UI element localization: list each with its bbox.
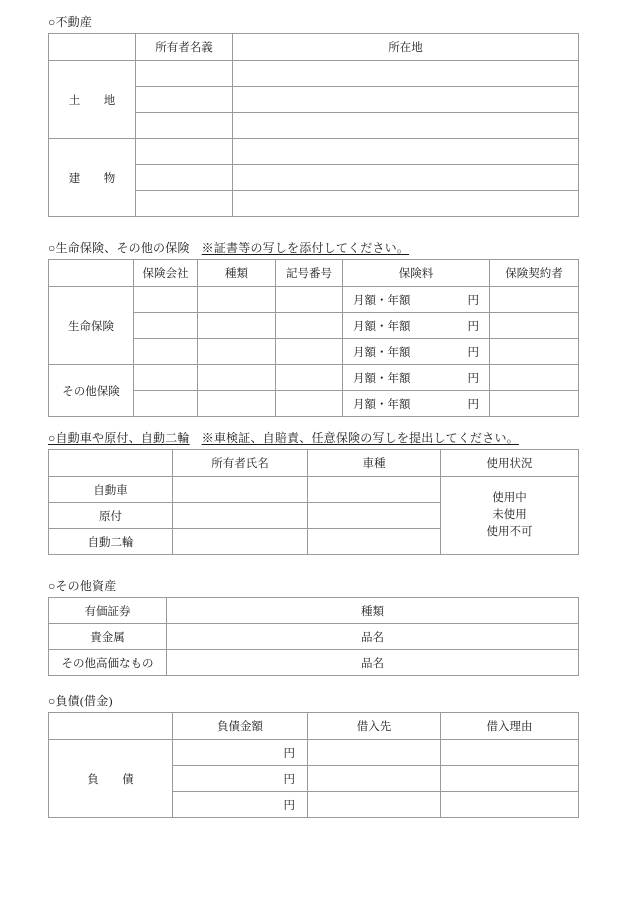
cell-policyholder-other-1[interactable] [490, 365, 579, 391]
table-row [49, 598, 579, 624]
premium-unit-label: 円 [467, 320, 479, 333]
header-usage-status: 使用状況 [441, 450, 579, 477]
header-blank [49, 713, 173, 740]
header-policy-number: 記号番号 [276, 260, 343, 287]
debt-unit-label: 円 [283, 799, 295, 812]
cell-reason-3[interactable] [441, 792, 579, 818]
cell-owner-land-1[interactable] [136, 61, 233, 87]
cell-reason-1[interactable] [441, 740, 579, 766]
vehicles-table [48, 449, 579, 555]
table-row [49, 650, 579, 676]
cell-premium-life-2[interactable] [343, 313, 490, 339]
section-other-assets [48, 578, 578, 676]
heading-text: ○負債(借金) [48, 694, 113, 708]
row-label-other-insurance: その他保険 [49, 365, 134, 417]
section-heading-other-assets [48, 578, 578, 594]
section-vehicles [48, 430, 578, 555]
row-label-motorcycle: 自動二輪 [49, 529, 173, 555]
cell-reason-2[interactable] [441, 766, 579, 792]
table-row [49, 477, 579, 503]
usage-option-not-used[interactable]: 未使用 [492, 509, 527, 521]
cell-owner-moped[interactable] [173, 503, 308, 529]
cell-location-building-3[interactable] [233, 191, 579, 217]
table-header-row [49, 260, 579, 287]
insurance-table [48, 259, 579, 417]
header-insurance-kind: 種類 [198, 260, 276, 287]
premium-unit-label: 円 [467, 372, 479, 385]
cell-model-car[interactable] [308, 477, 441, 503]
row-label-other-valuables: その他高価なもの [49, 650, 167, 676]
table-row [49, 365, 579, 391]
cell-debt-amount-3[interactable] [173, 792, 308, 818]
header-location: 所在地 [233, 34, 579, 61]
cell-owner-car[interactable] [173, 477, 308, 503]
cell-number-other-2[interactable] [276, 391, 343, 417]
heading-text: ○自動車や原付、自動二輪 [48, 431, 190, 445]
table-header-row [49, 34, 579, 61]
section-heading-vehicles [48, 430, 578, 446]
row-label-securities: 有価証券 [49, 598, 167, 624]
cell-debt-amount-1[interactable] [173, 740, 308, 766]
cell-kind-life-2[interactable] [198, 313, 276, 339]
cell-owner-building-3[interactable] [136, 191, 233, 217]
cell-location-land-1[interactable] [233, 61, 579, 87]
cell-lender-3[interactable] [308, 792, 441, 818]
cell-policyholder-life-1[interactable] [490, 287, 579, 313]
cell-number-life-2[interactable] [276, 313, 343, 339]
cell-number-life-3[interactable] [276, 339, 343, 365]
cell-kind-life-3[interactable] [198, 339, 276, 365]
cell-location-land-3[interactable] [233, 113, 579, 139]
premium-period-label: 月額・年額 [353, 398, 411, 411]
cell-other-valuables-name[interactable]: 品名 [167, 650, 579, 676]
premium-unit-label: 円 [467, 346, 479, 359]
cell-owner-land-3[interactable] [136, 113, 233, 139]
premium-unit-label: 円 [467, 294, 479, 307]
header-borrow-reason: 借入理由 [441, 713, 579, 740]
debt-unit-label: 円 [283, 747, 295, 760]
section-insurance [48, 240, 578, 417]
row-label-moped: 原付 [49, 503, 173, 529]
cell-kind-other-1[interactable] [198, 365, 276, 391]
cell-lender-1[interactable] [308, 740, 441, 766]
debt-unit-label: 円 [283, 773, 295, 786]
cell-premium-life-3[interactable] [343, 339, 490, 365]
header-vehicle-model: 車種 [308, 450, 441, 477]
table-row [49, 624, 579, 650]
row-label-precious-metals: 貴金属 [49, 624, 167, 650]
cell-location-building-2[interactable] [233, 165, 579, 191]
table-header-row [49, 713, 579, 740]
cell-owner-building-2[interactable] [136, 165, 233, 191]
cell-kind-other-2[interactable] [198, 391, 276, 417]
section-debt [48, 693, 578, 818]
header-vehicle-owner: 所有者氏名 [173, 450, 308, 477]
section-real-estate [48, 14, 578, 217]
heading-text: ○生命保険、その他の保険 [48, 241, 190, 255]
section-heading-real-estate [48, 14, 578, 30]
premium-period-label: 月額・年額 [353, 320, 411, 333]
premium-unit-label: 円 [467, 398, 479, 411]
cell-premium-other-2[interactable] [343, 391, 490, 417]
section-heading-debt [48, 693, 578, 709]
heading-note: ※車検証、自賠責、任意保険の写しを提出してください。 [201, 431, 519, 445]
cell-lender-2[interactable] [308, 766, 441, 792]
row-label-life-insurance: 生命保険 [49, 287, 134, 365]
cell-policyholder-other-2[interactable] [490, 391, 579, 417]
premium-period-label: 月額・年額 [353, 372, 411, 385]
header-debt-amount: 負債金額 [173, 713, 308, 740]
cell-securities-kind[interactable]: 種類 [167, 598, 579, 624]
table-row [49, 740, 579, 766]
cell-company-life-2[interactable] [134, 313, 198, 339]
header-blank [49, 34, 136, 61]
header-insurance-company: 保険会社 [134, 260, 198, 287]
row-label-land: 土 地 [49, 61, 136, 139]
header-blank [49, 260, 134, 287]
section-heading-insurance [48, 240, 578, 256]
cell-premium-other-1[interactable] [343, 365, 490, 391]
cell-owner-land-2[interactable] [136, 87, 233, 113]
cell-company-life-3[interactable] [134, 339, 198, 365]
cell-location-land-2[interactable] [233, 87, 579, 113]
table-row [49, 61, 579, 87]
cell-debt-amount-2[interactable] [173, 766, 308, 792]
header-policyholder: 保険契約者 [490, 260, 579, 287]
cell-owner-motorcycle[interactable] [173, 529, 308, 555]
cell-model-moped[interactable] [308, 503, 441, 529]
cell-number-life-1[interactable] [276, 287, 343, 313]
cell-location-building-1[interactable] [233, 139, 579, 165]
cell-policyholder-life-2[interactable] [490, 313, 579, 339]
cell-company-life-1[interactable] [134, 287, 198, 313]
usage-option-unusable[interactable]: 使用不可 [486, 526, 533, 538]
premium-period-label: 月額・年額 [353, 294, 411, 307]
cell-precious-metals-name[interactable]: 品名 [167, 624, 579, 650]
header-owner-name: 所有者名義 [136, 34, 233, 61]
usage-option-in-use[interactable]: 使用中 [492, 492, 527, 504]
cell-policyholder-life-3[interactable] [490, 339, 579, 365]
cell-company-other-2[interactable] [134, 391, 198, 417]
cell-usage-options[interactable] [441, 477, 579, 555]
table-row [49, 287, 579, 313]
cell-owner-building-1[interactable] [136, 139, 233, 165]
table-row [49, 139, 579, 165]
other-assets-table [48, 597, 579, 676]
heading-note: ※証書等の写しを添付してください。 [201, 241, 410, 255]
real-estate-table [48, 33, 579, 217]
cell-model-motorcycle[interactable] [308, 529, 441, 555]
header-premium: 保険料 [343, 260, 490, 287]
header-lender: 借入先 [308, 713, 441, 740]
cell-kind-life-1[interactable] [198, 287, 276, 313]
header-blank [49, 450, 173, 477]
row-label-debt: 負 債 [49, 740, 173, 818]
debt-table [48, 712, 579, 818]
cell-number-other-1[interactable] [276, 365, 343, 391]
row-label-building: 建 物 [49, 139, 136, 217]
row-label-car: 自動車 [49, 477, 173, 503]
heading-text: ○不動産 [48, 15, 93, 29]
heading-text: ○その他資産 [48, 579, 117, 593]
table-header-row [49, 450, 579, 477]
premium-period-label: 月額・年額 [353, 346, 411, 359]
cell-premium-life-1[interactable] [343, 287, 490, 313]
cell-company-other-1[interactable] [134, 365, 198, 391]
